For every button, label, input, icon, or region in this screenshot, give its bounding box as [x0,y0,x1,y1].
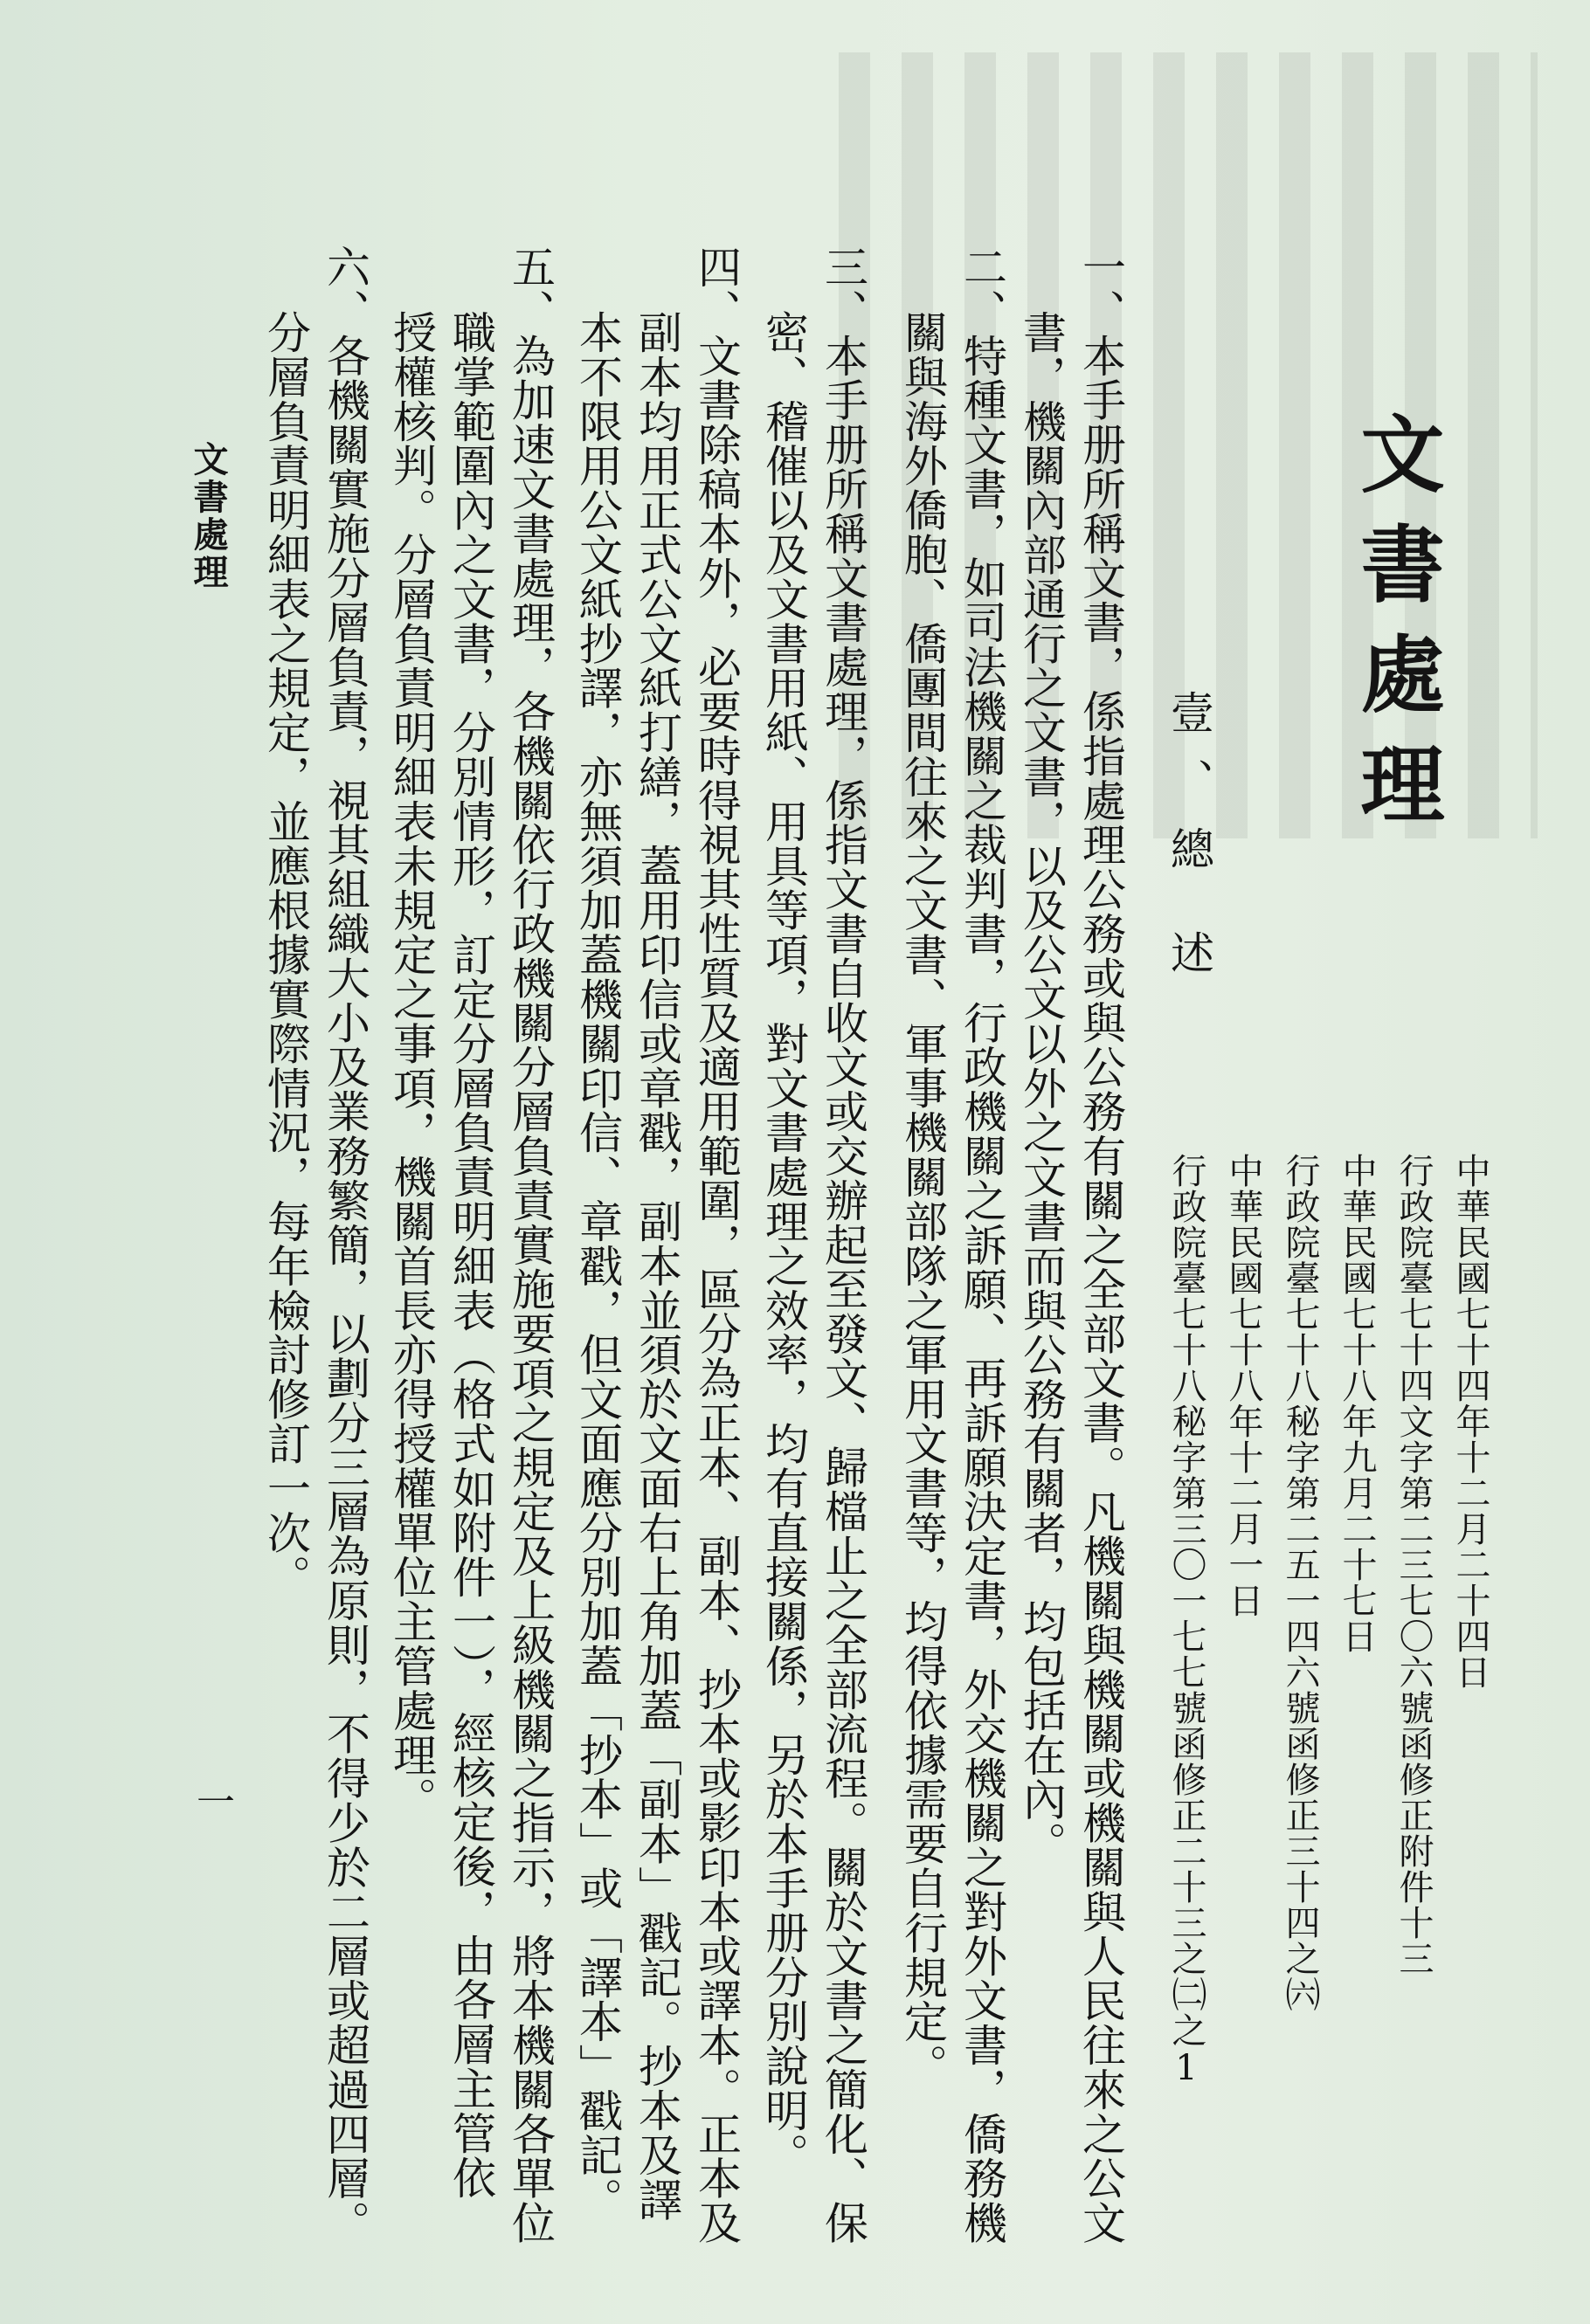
running-head: 文書處理 [188,441,229,591]
amendment-note: 行政院臺七十四文字第二三七〇六號函修正附件十三 [1393,1153,1434,1976]
paragraph-6-line-1: 六、各機關實施分層負責，視其組織大小及業務繁簡，以劃分三層為原則，不得少於二層或超過四層。 [320,245,370,2245]
paragraph-4-line-1: 四、文書除稿本外，必要時得視其性質及適用範圍，區分為正本、副本、抄本或影印本或譯本。正本及 [691,245,742,2245]
paragraph-1-line-1: 一、本手册所稱文書，係指處理公務或與公務有關之全部文書。凡機關與機關或機關與人民往來之公文 [1075,245,1126,2245]
amendment-note: 行政院臺七十八秘字第二五一四六號函修正三十四之㈥ [1280,1153,1320,2012]
amendment-note: 行政院臺七十八秘字第三〇一七七號函修正二十三之㈡之1 [1166,1153,1206,2089]
page-title: 文書處理 [1347,410,1446,851]
page-number: 一 [190,1782,234,1820]
amendment-note: 中華民國七十八年九月二十七日 [1337,1153,1377,1654]
section-heading-suffix: 述 [1164,930,1214,974]
amendment-note: 中華民國七十八年十二月一日 [1223,1153,1263,1618]
paragraph-5-line-2: 職掌範圍內之文書，分別情形，訂定分層負責明細表（格式如附件一），經核定後，由各層主管依 [446,310,496,2200]
paragraph-4-line-2: 副本均用正式公文紙打繕，蓋用印信或章戳，副本並須於文面右上角加蓋「副本」戳記。抄本及譯 [632,310,682,2222]
paragraph-2-line-1: 二、特種文書，如司法機關之裁判書，行政機關之訴願、再訴願決定書，外交機關之對外文書，僑務機 [957,245,1007,2245]
amendment-note: 中華民國七十四年十二月二十四日 [1450,1153,1490,1690]
paragraph-2-line-2: 關與海外僑胞、僑團間往來之文書、軍事機關部隊之軍用文書等，均得依據需要自行規定。 [897,310,948,2088]
paragraph-5-line-3: 授權核判。分層負責明細表未規定之事項，機關首長亦得授權單位主管處理。 [386,310,437,1822]
paragraph-5-line-1: 五、為加速文書處理，各機關依行政機關分層負責實施要項之規定及上級機關之指示，將本機關各單位 [505,245,556,2245]
paragraph-6-line-2: 分層負責明細表之規定，並應根據實際情況，每年檢討修訂一次。 [260,310,311,1600]
paragraph-3-line-1: 三、本手册所稱文書處理，係指文書自收文或交辦起至發文、歸檔止之全部流程。關於文書之簡化、保 [818,245,868,2245]
paragraph-1-line-2: 書，機關內部通行之文書，以及公文以外之文書而與公務有關者，均包括在內。 [1016,310,1067,1866]
paragraph-3-line-2: 密、稽催以及文書用紙、用具等項，對文書處理之效率，均有直接關係，另於本手册分別說明。 [758,310,809,2177]
section-heading: 壹、總 [1164,690,1214,894]
paragraph-4-line-3: 本不限用公文紙抄譯，亦無須加蓋機關印信、章戳，但文面應分別加蓋「抄本」或「譯本」戳記。 [572,310,623,2222]
